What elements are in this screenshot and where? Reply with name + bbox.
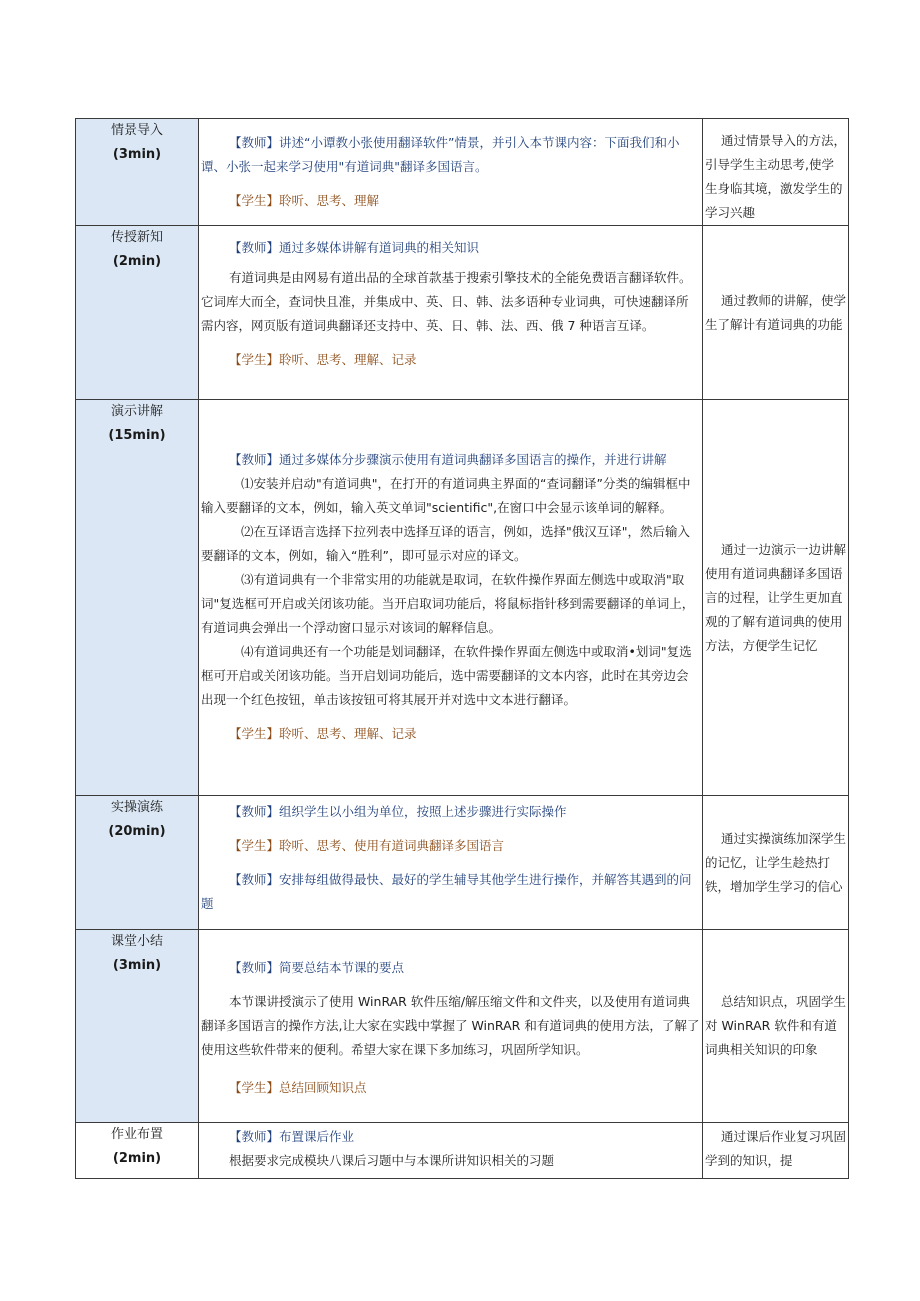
stage-cell bbox=[76, 400, 199, 796]
teacher-activity: 【教师】组织学生以小组为单位，按照上述步骤进行实际操作 bbox=[229, 804, 567, 819]
purpose-text: 通过一边演示一边讲解使用有道词典翻译多国语言的过程，让学生更加直观的了解有道词典的使用方法，方便学生记忆 bbox=[705, 541, 847, 653]
stage-name: 传授新知 bbox=[110, 230, 163, 245]
table-row-summary bbox=[76, 930, 849, 1123]
purpose-cell bbox=[703, 119, 849, 226]
student-activity: 【学生】聆听、思考、理解、记录 bbox=[229, 352, 417, 367]
table-row-new-knowledge bbox=[76, 226, 849, 400]
teacher-activity-2: 【教师】安排每组做得最快、最好的学生辅导其他学生进行操作，并解答其遇到的问题 bbox=[201, 872, 692, 911]
purpose-cell bbox=[703, 796, 849, 930]
stage-cell bbox=[76, 930, 199, 1123]
stage-name: 实操演练 bbox=[110, 800, 163, 815]
stage-time: (3min) bbox=[112, 147, 162, 162]
content-cell bbox=[199, 930, 703, 1123]
content-cell bbox=[199, 119, 703, 226]
teacher-activity: 【教师】简要总结本节课的要点 bbox=[229, 960, 405, 975]
purpose-text: 通过教师的讲解，使学生了解计有道词典的功能 bbox=[705, 292, 847, 332]
teacher-activity: 【教师】通过多媒体讲解有道词典的相关知识 bbox=[229, 240, 480, 255]
student-activity: 【学生】总结回顾知识点 bbox=[229, 1080, 367, 1095]
purpose-text: 总结知识点，巩固学生对 WinRAR 软件和有道词典相关知识的印象 bbox=[705, 994, 847, 1057]
stage-time: (15min) bbox=[108, 428, 166, 443]
homework-body-text: 根据要求完成模块八课后习题中与本课所讲知识相关的习题 bbox=[229, 1153, 555, 1168]
content-cell bbox=[199, 400, 703, 796]
summary-body-text: 本节课讲授演示了使用 WinRAR 软件压缩/解压缩文件和文件夹，以及使用有道词典翻译多国语言的操作方法,让大家在实践中掌握了 WinRAR 和有道词典的使用方法，了解了使用这些软件带来的便利。希望大家在课下多加练习，巩固所学知识。 bbox=[201, 994, 700, 1057]
teacher-activity: 【教师】讲述“小谭教小张使用翻译软件”情景，并引入本节课内容：下面我们和小谭、小张一起来学习使用"有道词典"翻译多国语言。 bbox=[201, 135, 680, 174]
stage-time: (20min) bbox=[108, 824, 166, 839]
stage-name: 演示讲解 bbox=[110, 404, 163, 419]
table-row-homework bbox=[76, 1123, 849, 1179]
demo-step: ⑶有道词典有一个非常实用的功能就是取词，在软件操作界面左侧选中或取消"取词"复选框可开启或关闭该功能。当开启取词功能后，将鼠标指针移到需要翻译的单词上，有道词典会弹出一个浮动窗口显示对该词的解释信息。 bbox=[201, 572, 695, 635]
demo-step: ⑷有道词典还有一个功能是划词翻译，在软件操作界面左侧选中或取消•划词"复选框可开启或关闭该功能。当开启划词功能后，选中需要翻译的文本内容，此时在其旁边会出现一个红色按钮，单击该按钮可将其展开并对选中文本进行翻译。 bbox=[201, 644, 692, 707]
content-cell bbox=[199, 796, 703, 930]
stage-name: 课堂小结 bbox=[110, 934, 163, 949]
stage-name: 情景导入 bbox=[110, 123, 163, 138]
student-activity: 【学生】聆听、思考、理解、记录 bbox=[229, 726, 417, 741]
content-cell bbox=[199, 1123, 703, 1179]
stage-cell bbox=[76, 226, 199, 400]
stage-cell bbox=[76, 119, 199, 226]
teacher-activity: 【教师】布置课后作业 bbox=[229, 1129, 355, 1144]
demo-step: ⑵在互译语言选择下拉列表中选择互译的语言，例如，选择"俄汉互译"，然后输入要翻译的文本，例如，输入“胜利”，即可显示对应的译文。 bbox=[201, 524, 691, 563]
purpose-text: 通过课后作业复习巩固学到的知识，提 bbox=[705, 1129, 847, 1168]
table-row-demo bbox=[76, 400, 849, 796]
teacher-activity: 【教师】通过多媒体分步骤演示使用有道词典翻译多国语言的操作，并进行讲解 bbox=[229, 452, 667, 467]
stage-cell bbox=[76, 1123, 199, 1179]
lesson-plan-table bbox=[75, 118, 849, 1179]
student-activity: 【学生】聆听、思考、理解 bbox=[229, 193, 380, 208]
stage-time: (2min) bbox=[112, 1151, 162, 1166]
demo-step: ⑴安装并启动"有道词典"，在打开的有道词典主界面的“查词翻译”分类的编辑框中输入要翻译的文本，例如，输入英文单词"scientific",在窗口中会显示该单词的解释。 bbox=[201, 476, 691, 515]
purpose-text: 通过情景导入的方法，引导学生主动思考,使学生身临其境，激发学生的学习兴趣 bbox=[705, 133, 847, 220]
student-activity: 【学生】聆听、思考、使用有道词典翻译多国语言 bbox=[229, 838, 505, 853]
content-cell bbox=[199, 226, 703, 400]
stage-cell bbox=[76, 796, 199, 930]
purpose-cell bbox=[703, 1123, 849, 1179]
stage-time: (2min) bbox=[112, 254, 162, 269]
purpose-cell bbox=[703, 226, 849, 400]
table-row-practice bbox=[76, 796, 849, 930]
stage-time: (3min) bbox=[112, 958, 162, 973]
stage-name: 作业布置 bbox=[110, 1127, 163, 1142]
purpose-text: 通过实操演练加深学生的记忆，让学生趁热打铁，增加学生学习的信心 bbox=[705, 830, 847, 894]
lesson-body-text: 有道词典是由网易有道出品的全球首款基于搜索引擎技术的全能免费语言翻译软件。它词库大而全，查词快且准，并集成中、英、日、韩、法多语种专业词典，可快速翻译所需内容，网页版有道词典翻译还支持中、英、日、韩、法、西、俄 7 种语言互译。 bbox=[201, 270, 692, 333]
purpose-cell bbox=[703, 930, 849, 1123]
table-row-intro bbox=[76, 119, 849, 226]
purpose-cell bbox=[703, 400, 849, 796]
